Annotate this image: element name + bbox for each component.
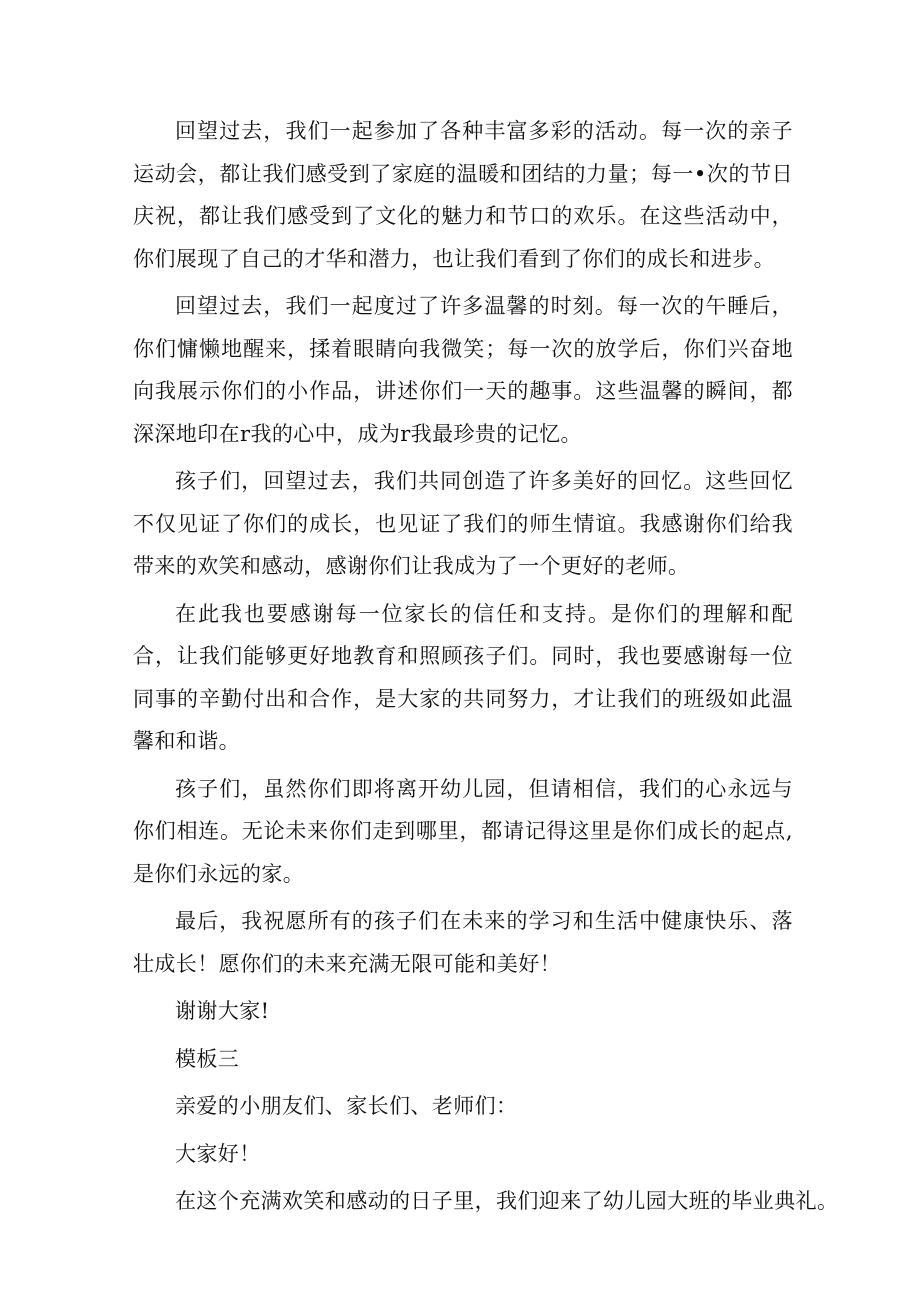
paragraph-warm-moments: 回望过去，我们一起度过了许多温馨的时刻。每一次的午睡后，你们慵懒地醒来，揉着眼睛向我微笑；每一次的放学后，你们兴奋地向我展示你们的小作品，讲述你们一天的趣事。这些温馨的瞬间，都深深地印在r我的心中，成为r我最珍贵的记忆。 — [133, 294, 793, 446]
paragraph-activities: 回望过去，我们一起参加了各种丰富多彩的活动。每一次的亲子运动会，都让我们感受到了家庭的温暖和团结的力量；每一•次的节日庆祝，都让我们感受到了文化的魅力和节口的欢乐。在这些活动中，你们展现了自己的才华和潜力，也让我们看到了你们的成长和进步。 — [133, 119, 793, 271]
paragraph-wishes: 最后，我祝愿所有的孩子们在未来的学习和生活中健康快乐、落壮成长！愿你们的未来充满无限可能和美好！ — [133, 909, 793, 976]
paragraph-farewell: 孩子们，虽然你们即将离开幼儿园，但请相信，我们的心永远与你们相连。无论未来你们走到哪里，都请记得这里是你们成长的起点,是你们永远的家。 — [133, 776, 793, 886]
salutation: 亲爱的小朋友们、家长们、老师们： — [175, 1094, 518, 1118]
paragraph-thanks-parents: 在此我也要感谢每一位家长的信任和支持。是你们的理解和配合，让我们能够更好地教育和照顾孩子们。同时，我也要感谢每一位同事的辛勤付出和合作，是大家的共同努力，才让我们的班级如此温馨和和谐。 — [133, 601, 793, 753]
paragraph-memories: 孩子们，回望过去，我们共同创造了许多美好的回忆。这些回忆不仅见证了你们的成长，也见证了我们的师生情谊。我感谢你们给我带来的欢笑和感动，感谢你们让我成为了一个更好的老师。 — [133, 469, 793, 578]
greeting: 大家好！ — [175, 1141, 261, 1166]
closing-thanks: 谢谢大家! — [175, 999, 270, 1023]
opening-sentence: 在这个充满欢笑和感动的日子里，我们迎来了幼儿园大班的毕业典礼。 — [175, 1189, 839, 1213]
template-heading: 模板三 — [175, 1046, 240, 1071]
document-body — [133, 110, 839, 1228]
